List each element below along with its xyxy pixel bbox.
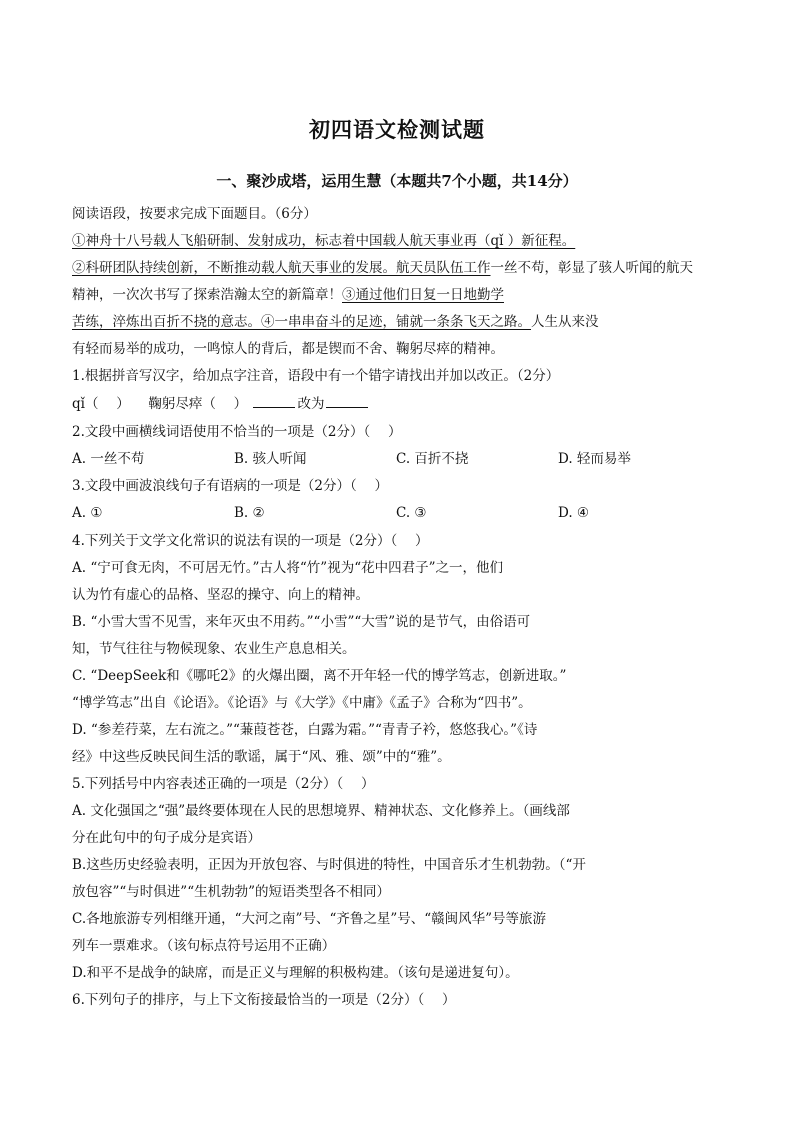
q3-option-a[interactable]: A. ① bbox=[72, 505, 103, 521]
q4-line[interactable]: B. “小雪大雪不见雪，来年灭虫不用药。”“小雪”“大雪”说的是节气，由俗语可 bbox=[72, 614, 531, 630]
q5-line[interactable]: D.和平不是战争的缺席，而是正义与理解的积极构建。（该句是递进复句）。 bbox=[72, 965, 519, 981]
q5-line: 列车一票难求。（该句标点符号运用不正确） bbox=[72, 938, 336, 954]
question-1-blanks bbox=[72, 393, 370, 414]
underlined-word-yisibugou: 一丝不苟 bbox=[490, 260, 545, 276]
q4-line: 经》中这些反映民间生活的歌谣，属于“风、雅、颂”中的“雅”。 bbox=[72, 749, 451, 765]
q2-option-a[interactable]: A. 一丝不苟 bbox=[72, 451, 145, 467]
q1-word: 鞠躬尽瘁（ ） bbox=[148, 396, 248, 412]
q2-option-c[interactable]: C. 百折不挠 bbox=[396, 451, 469, 467]
passage-sentence-4b: ④一串串奋斗的足迹，铺就一条条飞天之路。 bbox=[261, 314, 531, 330]
question-6: 6.下列句子的排序，与上下文衔接最恰当的一项是（2分）（ ） bbox=[72, 992, 456, 1008]
q5-line[interactable]: B.这些历史经验表明，正因为开放包容、与时俱进的特性，中国音乐才生机勃勃。（“开 bbox=[72, 857, 586, 873]
q4-line[interactable]: C. “DeepSeek和《哪吒2》的火爆出圈，离不开年轻一代的博学笃志，创新进取。” bbox=[72, 668, 567, 684]
q5-line[interactable]: A. 文化强国之“强”最终要体现在人民的思想境界、精神状态、文化修养上。（画线部 bbox=[72, 803, 570, 819]
passage-line-4 bbox=[72, 312, 599, 332]
q5-line: 分在此句中的句子成分是宾语） bbox=[72, 830, 261, 846]
passage-line-3 bbox=[72, 285, 504, 305]
q3-option-b[interactable]: B. ② bbox=[234, 505, 265, 521]
question-4: 4.下列关于文学文化常识的说法有误的一项是（2分）（ ） bbox=[72, 533, 429, 549]
q5-line[interactable]: C.各地旅游专列相继开通，“大河之南”号、“齐鲁之星”号、“赣闽风华”号等旅游 bbox=[72, 911, 547, 927]
question-3: 3.文段中画波浪线句子有语病的一项是（2分）（ ） bbox=[72, 478, 389, 494]
q4-line: “博学笃志”出自《论语》。《论语》与《大学》《中庸》《孟子》合称为“四书”。 bbox=[72, 695, 532, 711]
q2-option-d[interactable]: D. 轻而易举 bbox=[558, 451, 631, 467]
question-2: 2.文段中画横线词语使用不恰当的一项是（2分）（ ） bbox=[72, 424, 402, 440]
passage-sentence-2c: ，彰显了骇人听闻的航天 bbox=[544, 260, 693, 276]
q3-option-d[interactable]: D. ④ bbox=[558, 505, 590, 521]
passage-sentence-3a: 精神，一次次书写了探索浩瀚太空的新篇章！ bbox=[72, 287, 342, 303]
q1-pinyin: qǐ（ ） bbox=[72, 396, 130, 412]
passage-line-1 bbox=[72, 231, 575, 251]
passage-sentence-2a: ②科研团队持续创新，不断推动载人航天事业的发展。航天员队伍工作 bbox=[72, 260, 491, 276]
passage-sentence-4c: 人生从来没 bbox=[531, 314, 599, 330]
q4-line[interactable]: D. “参差荇菜，左右流之。”“蒹葭苍苍，白露为霜。”“青青子衿，悠悠我心。”《诗 bbox=[72, 722, 538, 738]
q4-line[interactable]: A. “宁可食无肉，不可居无竹。”古人将“竹”视为“花中四君子”之一，他们 bbox=[72, 560, 503, 576]
passage-sentence-1: ①神舟十八号载人飞船研制、发射成功，标志着中国载人航天事业再（qǐ ）新征程。 bbox=[72, 233, 576, 249]
passage-line-5: 有轻而易举的成功，一鸣惊人的背后，都是锲而不舍、鞠躬尽瘁的精神。 bbox=[72, 341, 504, 357]
page-title: 初四语文检测试题 bbox=[309, 117, 485, 142]
q2-option-b[interactable]: B. 骇人听闻 bbox=[234, 451, 307, 467]
q1-change-to: 改为 bbox=[297, 396, 325, 412]
q5-line: 放包容”“与时俱进”“生机勃勃”的短语类型各不相同） bbox=[72, 884, 391, 900]
q1-wrong-char-blank[interactable] bbox=[253, 393, 295, 408]
q4-line: 知，节气往往与物候现象、农业生产息息相关。 bbox=[72, 641, 356, 657]
passage-line-2 bbox=[72, 258, 693, 278]
passage-sentence-3b: ③通过他们日复一日地勤学 bbox=[342, 287, 504, 303]
section-heading: 一、聚沙成塔，运用生慧（本题共7个小题，共14分） bbox=[216, 172, 578, 190]
question-1: 1.根据拼音写汉字，给加点字注音，语段中有一个错字请找出并加以改正。（2分） bbox=[72, 368, 560, 384]
question-5: 5.下列括号中内容表述正确的一项是（2分）（ ） bbox=[72, 776, 375, 792]
reading-intro: 阅读语段，按要求完成下面题目。（6分） bbox=[72, 206, 317, 222]
q3-option-c[interactable]: C. ③ bbox=[396, 505, 427, 521]
q1-correct-char-blank[interactable] bbox=[326, 393, 368, 408]
q4-line: 认为竹有虚心的品格、坚忍的操守、向上的精神。 bbox=[72, 587, 369, 603]
passage-sentence-4a: 苦练，淬炼出百折不挠的意志。 bbox=[72, 314, 261, 330]
